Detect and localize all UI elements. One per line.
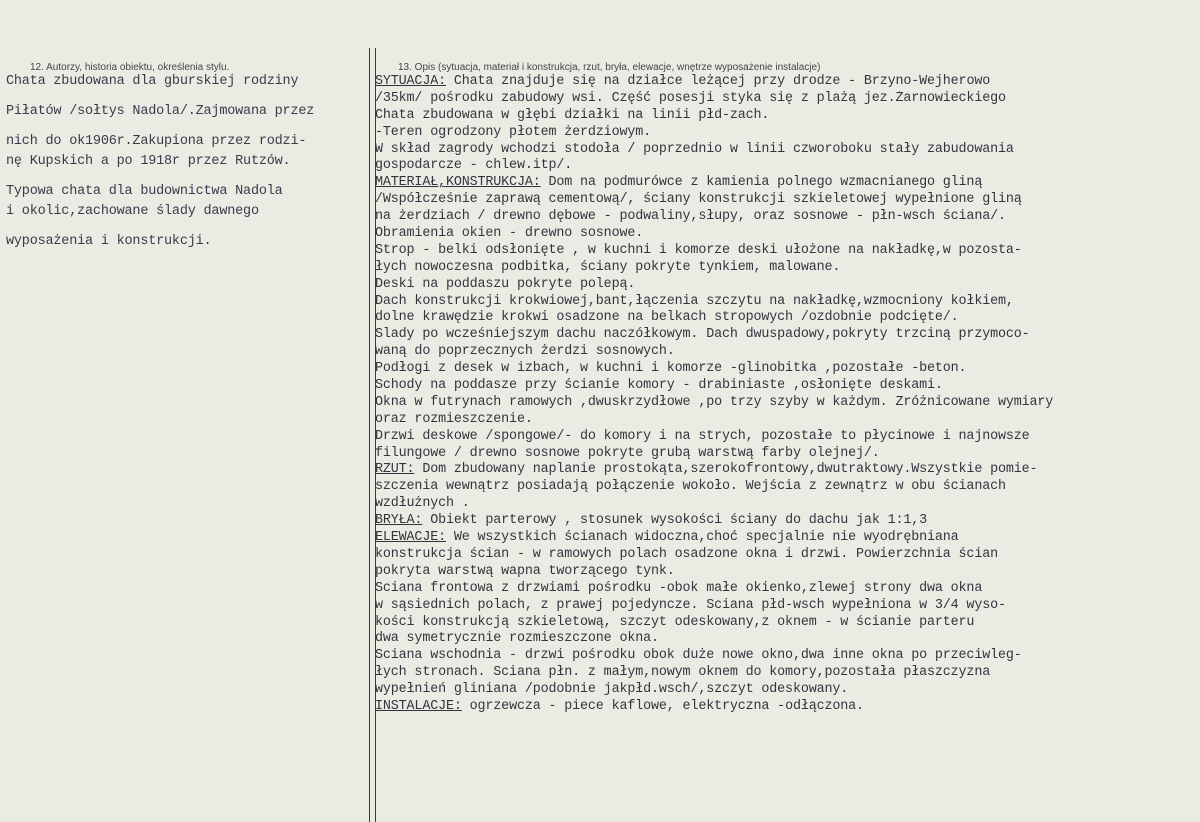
- description-text-span: W skład zagrody wchodzi stodoła / poprzednio w linii czworoboku stały zabudowania: [375, 141, 1014, 157]
- left-column-header: 12. Autorzy, historia obiektu, określenia stylu.: [30, 62, 230, 73]
- description-line: [375, 462, 1197, 479]
- description-text-span: Schody na poddasze przy ścianie komory - drabiniaste ,osłonięte deskami.: [375, 378, 943, 394]
- description-text-span: Okna w futrynach ramowych ,dwuskrzydłowe ,po trzy szyby w każdym. Zróżnicowane wymiary: [375, 394, 1054, 410]
- description-text-span: gospodarcze - chlew.itp/.: [375, 158, 573, 174]
- description-text-span: Obramienia okien - drewno sosnowe.: [375, 226, 644, 242]
- description-text-span: Ściana wschodnia - drzwi pośrodku obok duże nowe okno,dwa inne okna po przeciwleg-: [375, 648, 1022, 664]
- right-column-header: 13. Opis (sytuacja, materiał i konstrukcja, rzut, bryła, elewacje, wnętrze wyposażenie instalacje): [398, 62, 821, 73]
- description-text-span: Deski na poddaszu pokryte polepą.: [375, 276, 636, 292]
- description-text-span: dolne krawędzie krokwi osadzone na belkach stropowych /ozdobnie podcięte/.: [375, 310, 959, 326]
- description-line: [375, 209, 1197, 226]
- description-line: [375, 294, 1197, 311]
- description-text-span: /35km/ pośrodku zabudowy wsi. Część posesji styka się z plażą jez.Żarnowieckiego: [375, 90, 1006, 106]
- description-line: [375, 530, 1197, 547]
- description-line: [375, 648, 1197, 665]
- description-text-span: na żerdziach / drewno dębowe - podwaliny,słupy, oraz sosnowe - płn-wsch ściana/.: [375, 209, 1006, 225]
- description-text-span: Dom na podmurówce z kamienia polnego wzmacnianego gliną: [540, 175, 983, 191]
- description-line: [375, 429, 1197, 446]
- description-text-span: dwa symetrycznie rozmieszczone okna.: [375, 631, 659, 647]
- description-text-span: kości konstrukcją szkieletową, szczyt odeskowany,z oknem - w ścianie parteru: [375, 614, 975, 630]
- history-line: nę Kupskich a po 1918r przez Rutzów.: [6, 154, 291, 169]
- description-line: [375, 74, 1197, 91]
- history-line: Typowa chata dla budownictwa Nadola: [6, 184, 283, 199]
- description-line: [375, 479, 1197, 496]
- description-line: [375, 192, 1197, 209]
- description-line: [375, 547, 1197, 564]
- description-line: [375, 108, 1197, 125]
- description-text-span: Podłogi z desek w izbach, w kuchni i komorze -glinobitka ,pozostałe -beton.: [375, 361, 967, 377]
- description-line: [375, 615, 1197, 632]
- description-line: [375, 125, 1197, 142]
- history-line: nich do ok1906r.Zakupiona przez rodzi-: [6, 134, 307, 149]
- description-text-span: konstrukcja ścian - w ramowych polach osadzone okna i drzwi. Powierzchnia ścian: [375, 546, 998, 562]
- section-heading: RZUT:: [375, 462, 415, 478]
- description-line: [375, 564, 1197, 581]
- history-line: wyposażenia i konstrukcji.: [6, 234, 212, 249]
- description-line: [375, 598, 1197, 615]
- description-text-span: Chata zbudowana w głębi działki na linii płd-zach.: [375, 107, 770, 123]
- section-heading: INSTALACJE:: [375, 698, 462, 714]
- description-text-span: Strop - belki odsłonięte , w kuchni i komorze deski ułożone na nakładkę,w pozosta-: [375, 242, 1022, 258]
- description-text-span: łych nowoczesna podbitka, ściany pokryte tynkiem, malowane.: [375, 259, 841, 275]
- description-line: [375, 378, 1197, 395]
- description-line: [375, 446, 1197, 463]
- description-line: [375, 243, 1197, 260]
- description-text-span: Dom zbudowany naplanie prostokąta,szerokofrontowy,dwutraktowy.Wszystkie pomie-: [414, 462, 1038, 478]
- description-line: [375, 631, 1197, 648]
- column-divider: [369, 48, 370, 822]
- description-text-span: w sąsiednich polach, z prawej pojedyncze. Ściana płd-wsch wypełniona w 3/4 wyso-: [375, 597, 1006, 613]
- description-text-span: Obiekt parterowy , stosunek wysokości ściany do dachu jak 1:1,3: [422, 513, 928, 529]
- section-heading: BRYŁA:: [375, 513, 423, 529]
- history-line: Piłatów /sołtys Nadola/.Zajmowana przez: [6, 104, 315, 119]
- description-text-span: filungowe / drewno sosnowe pokryte grubą warstwą farby olejnej/.: [375, 445, 880, 461]
- description-text-span: łych stronach. Ściana płn. z małym,nowym oknem do komory,pozostała płaszczyzna: [375, 665, 991, 681]
- description-text-span: Ściana frontowa z drzwiami pośrodku -obok małe okienko,zlewej strony dwa okna: [375, 580, 983, 596]
- description-text-span: szczenia wewnątrz posiadają połączenie wokoło. Wejścia z zewnątrz w obu ścianach: [375, 479, 1006, 495]
- description-text-span: wypełnień gliniana /podobnie jakpłd.wsch/,szczyt odeskowany.: [375, 682, 849, 698]
- history-text: [6, 72, 368, 252]
- section-heading: ELEWACJE:: [375, 530, 446, 546]
- history-line: i okolic,zachowane ślady dawnego: [6, 204, 259, 219]
- description-text-span: oraz rozmieszczenie.: [375, 411, 533, 427]
- description-text-span: Chata znajduje się na działce leżącej przy drodze - Brzyno-Wejherowo: [445, 74, 991, 89]
- description-text-span: We wszystkich ścianach widoczna,choć specjalnie nie wyodrębniana: [445, 530, 959, 546]
- history-line: Chata zbudowana dla gburskiej rodziny: [6, 74, 299, 89]
- description-text-span: waną do poprzecznych żerdzi sosnowych.: [375, 344, 675, 360]
- description-line: [375, 496, 1197, 513]
- description-line: [375, 699, 1197, 716]
- description-line: [375, 665, 1197, 682]
- description-text-span: pokryta warstwą wapna tworzącego tynk.: [375, 563, 675, 579]
- description-text-span: /Współcześnie zaprawą cementową/, ściany konstrukcji szkieletowej wypełnione gliną: [375, 192, 1022, 208]
- description-line: [375, 158, 1197, 175]
- description-text-span: -Teren ogrodzony płotem żerdziowym.: [375, 124, 651, 140]
- description-text: [375, 74, 1197, 716]
- description-line: [375, 260, 1197, 277]
- description-line: [375, 412, 1197, 429]
- description-line: [375, 175, 1197, 192]
- description-line: [375, 395, 1197, 412]
- section-heading: MATERIAŁ,KONSTRUKCJA:: [375, 175, 541, 191]
- description-text-span: Dach konstrukcji krokwiowej,bant,łączenia szczytu na nakładkę,wzmocniony kołkiem,: [375, 293, 1014, 309]
- description-line: [375, 581, 1197, 598]
- description-line: [375, 513, 1197, 530]
- description-line: [375, 277, 1197, 294]
- description-line: [375, 682, 1197, 699]
- description-text-span: Drzwi deskowe /spongowe/- do komory i na strych, pozostałe to płycinowe i najnowsze: [375, 428, 1030, 444]
- description-line: [375, 344, 1197, 361]
- description-line: [375, 361, 1197, 378]
- description-line: [375, 310, 1197, 327]
- description-text-span: wzdłużnych .: [375, 496, 470, 512]
- section-heading: SYTUACJA:: [375, 74, 446, 89]
- description-line: [375, 327, 1197, 344]
- description-text-span: Ślady po wcześniejszym dachu naczółkowym. Dach dwuspadowy,pokryty trzciną przymoco-: [375, 327, 1030, 343]
- description-line: [375, 226, 1197, 243]
- description-line: [375, 91, 1197, 108]
- description-line: [375, 142, 1197, 159]
- description-text-span: ogrzewcza - piece kaflowe, elektryczna -odłączona.: [461, 698, 864, 714]
